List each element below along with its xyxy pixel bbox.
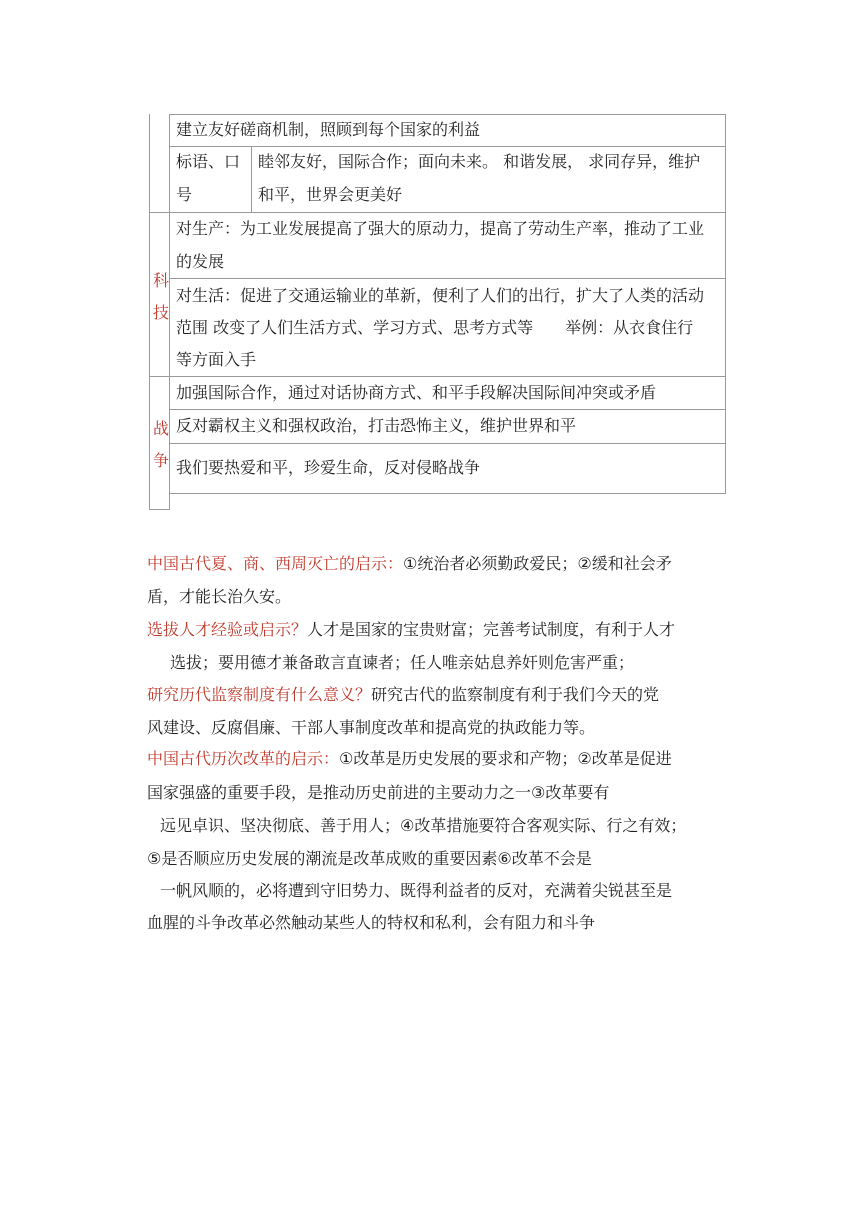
paragraph-line: 一帆风顺的，必将遭到守旧势力、既得利益者的反对，充满着尖锐甚至是 [160,881,673,900]
paragraph-heading: 选拔人才经验或启示？ [147,620,308,639]
table-border [169,493,726,494]
table-cell-label: 标语、口 [176,152,241,171]
table-cell: 睦邻友好，国际合作；面向未来。 和谐发展， 求同存异，维护 [258,152,701,171]
paragraph-text: ①统治者必须勤政爱民；②缓和社会矛 [403,554,672,573]
table-cell: 的发展 [176,252,225,271]
table-cell: 对生活：促进了交通运输业的革新，便利了人们的出行，扩大了人类的活动 [176,286,705,305]
table-border [725,114,726,494]
paragraph-line: 远见卓识、坚决彻底、善于用人；④改革措施要符合客观实际、行之有效； [160,816,687,835]
table-cell: 反对霸权主义和强权政治，打击恐怖主义，维护世界和平 [176,416,577,435]
paragraph-line: 选拔；要用德才兼备敢言直谏者；任人唯亲姑息养奸则危害严重； [170,653,635,672]
paragraph-text: 人才是国家的宝贵财富；完善考试制度，有利于人才 [307,620,676,639]
paragraph-line [147,682,659,705]
table-cell: 对生产：为工业发展提高了强大的原动力，提高了劳动生产率，推动了工业 [176,219,705,238]
table-cell: 和平，世界会更美好 [258,185,403,204]
table-cell-label: 号 [176,185,193,204]
table-border [169,278,726,279]
paragraph-text: ①改革是历史发展的要求和产物；②改革是促进 [339,749,672,768]
category-label-war: 争 [152,451,169,470]
paragraph-line: 风建设、反腐倡廉、干部人事制度改革和提高党的执政能力等。 [147,718,596,737]
paragraph-heading: 中国古代夏、商、西周灭亡的启示： [147,554,404,573]
paragraph-line [147,617,675,640]
table-cell: 我们要热爱和平，珍爱生命，反对侵略战争 [176,458,481,477]
table-cell: 等方面入手 [176,350,257,369]
table-border [251,146,252,212]
table-border [149,114,150,510]
table-border [149,509,170,510]
paragraph-line: 血腥的斗争改革必然触动某些人的特权和私利，会有阻力和斗争 [147,913,596,932]
paragraph-line [147,551,672,574]
paragraph-heading: 中国古代历次改革的启示： [147,749,340,768]
paragraph-text: 研究古代的监察制度有利于我们今天的党 [371,685,660,704]
category-label-tech: 技 [152,303,169,322]
paragraph-line [147,746,672,769]
category-label-war: 战 [152,419,169,438]
paragraph-line: 国家强盛的重要手段，是推动历史前进的主要动力之一③改革要有 [147,783,610,802]
table-cell: 范围 改变了人们生活方式、学习方式、思考方式等 举例：从衣食住行 [176,318,694,337]
paragraph-heading: 研究历代监察制度有什么意义？ [147,685,372,704]
table-border [169,443,726,444]
table-cell: 建立友好磋商机制，照顾到每个国家的利益 [176,120,481,139]
table-cell: 加强国际合作，通过对话协商方式、和平手段解决国际间冲突或矛盾 [176,383,657,402]
category-label-tech: 科 [152,271,169,290]
paragraph-line: 盾，才能长治久安。 [147,587,292,606]
paragraph-line: ⑤是否顺应历史发展的潮流是改革成败的重要因素⑥改革不会是 [147,849,592,868]
